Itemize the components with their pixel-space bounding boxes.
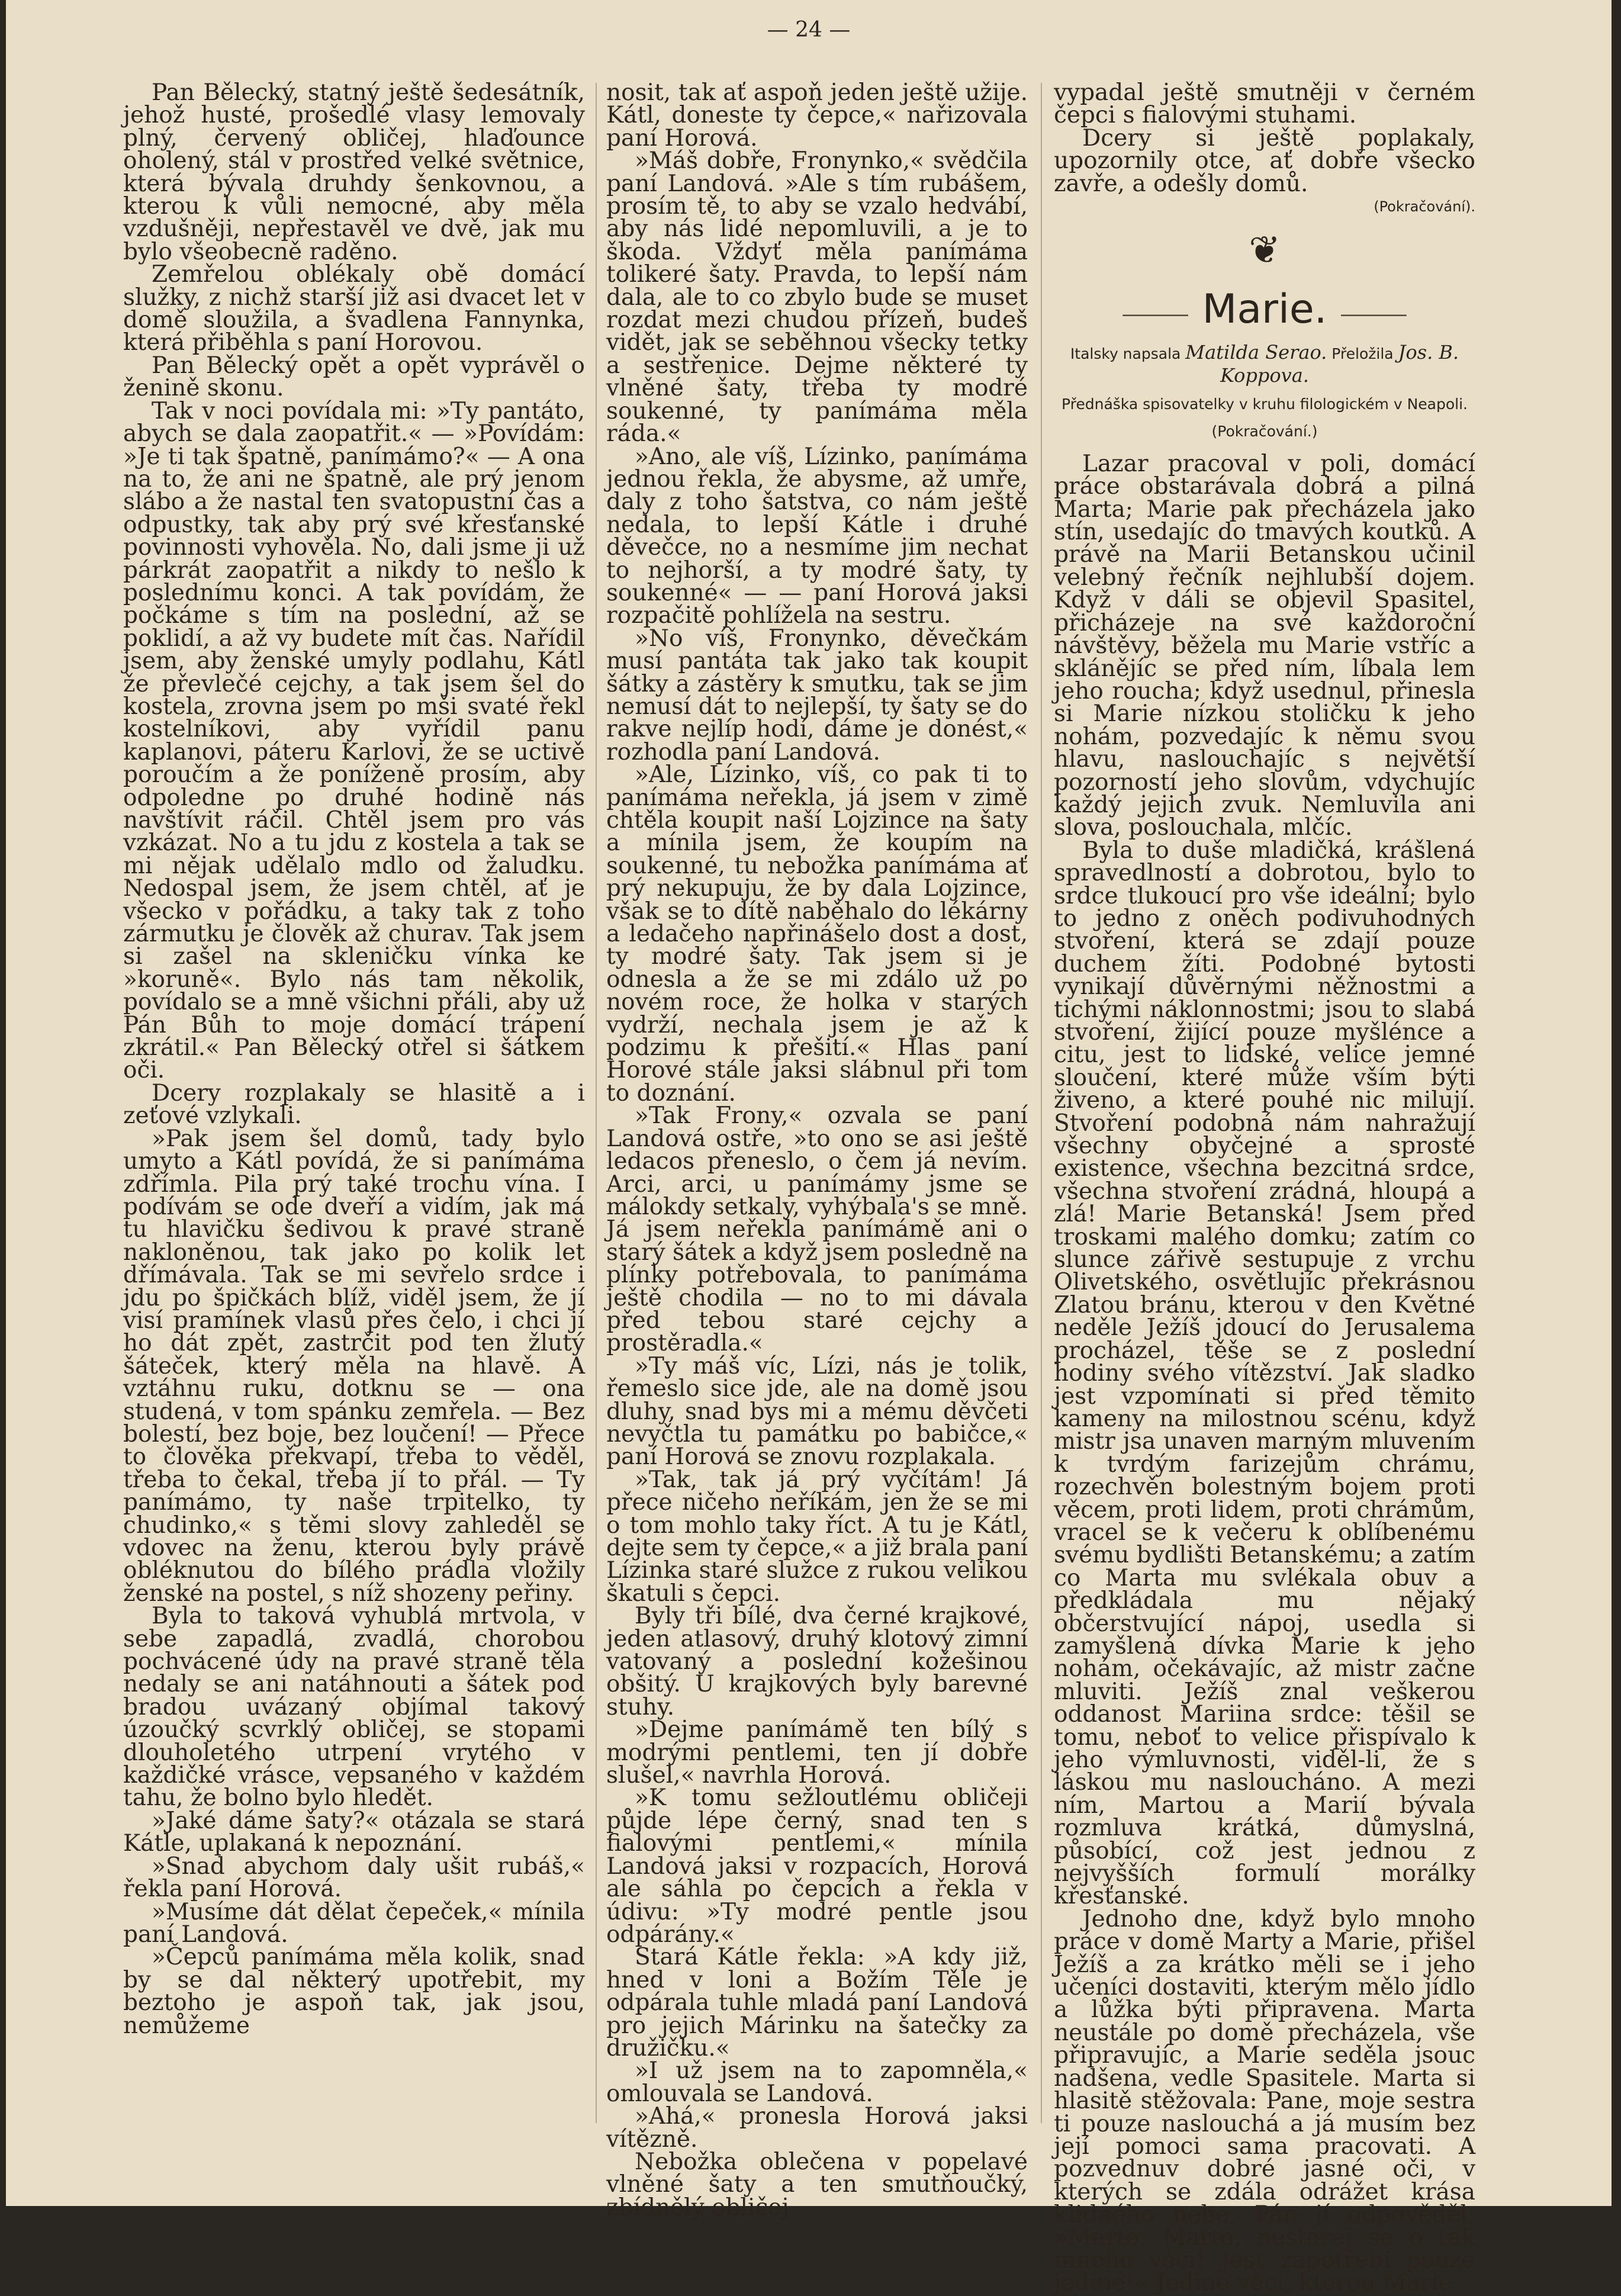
byline-prefix: Italsky napsala — [1070, 345, 1181, 362]
flourish-right-icon: ⸻ — [1339, 297, 1408, 329]
paragraph: »Jaké dáme šaty?« otázala se stará Kátle, uplakaná k nepoznání. — [123, 1807, 585, 1857]
paragraph: Byla to duše mladičká, krášlená spravedlností a dobrotou, bylo to srdce tlukoucí pro vše ideální; bylo to jedno z oněch podivuhodných stvoření, která se zdají pouze duchem žíti. Podobné bytosti vynikají důvěrnými něžnostmi a tichými náklonnostmi; jsou to slabá stvoření, žijící pouze myšlénce a citu, jest to lidské, velice jemné sloučení, které může vším býti živeno, a které pouhé nic milují. Stvoření podobná nám nahražují všechny obyčejné a sprosté existence, všechna bezcitná srdce, všechna stvoření zrádná, hloupá a zlá! Marie Betanská! Jsem před troskami malého domku; zatím co slunce zářivě sestupuje z vrchu Olivetského, osvětlujíc překrásnou Zlatou bránu, kterou v den Květné neděle Ježíš jdoucí do Jerusalema procházel, těše se z poslední hodiny svého vítězství. Jak sladko jest vzpomínati si před těmito kameny na milostnou scénu, když mistr jsa unaven marným mluvením k tvrdým farizejům chrámu, rozechvěn bolestným bojem proti věcem, proti lidem, proti chrámům, vracel se k večeru k oblíbenému svému bydlišti Betanskému; a zatím co Marta mu svlékala obuv a předkládala mu nějaký občerstvující nápoj, usedla si zamyšlená dívka Marie k jeho nohám, očekávajíc, až mistr začne mluviti. Ježíš znal veškerou oddanost Mariina srdce: těšil se tomu, neboť to velice přispívalo k jeho výmluvnosti, viděl-li, že s láskou mu nasloucháno. A mezi ním, Martou a Marií bývala rozmluva krátká, důmyslná, působící, což jest jednou z nejvyšších formulí morálky křesťanské. — [1054, 837, 1475, 1910]
paragraph: Dcery rozplakaly se hlasitě a i zeťové vzlykali. — [123, 1079, 585, 1130]
continuation-note: (Pokračování.) — [1211, 422, 1318, 440]
paragraph: Dcery si ještě poplakaly, upozornily otce, ať dobře všecko zavře, a odešly domů. — [1054, 124, 1475, 197]
paragraph: vypadal ještě smutněji v černém čepci s fialovými stuhami. — [1054, 79, 1475, 129]
paragraph: Lazar pracoval v poli, domácí práce obstarávala dobrá a pilná Marta; Marie pak přecházela jako stín, usedajíc do tmavých koutků. A právě na Marii Betanskou učinil velebný řečník nejhlubší dojem. Když v dáli se objevil Spasitel, přicházeje na své každoroční návštěvy, běžela mu Marie vstříc a sklánějíc se před ním, líbala lem jeho roucha; když usednul, přinesla si Marie nízkou stoličku k jeho nohám, pozvedajíc k němu svou hlavu, naslouchajíc s největší pozorností jeho slovům, vdychujíc každý jejich zvuk. Nemluvila ani slova, poslouchala, mlčíc. — [1054, 450, 1475, 841]
paragraph: Nebožka oblečena v popelavé vlněné šaty a ten smutňoučký, zbídnělý obličej — [606, 2148, 1028, 2221]
flourish-left-icon: ⸻ — [1121, 297, 1190, 329]
column-divider — [1041, 83, 1042, 2123]
paragraph: Tak v noci povídala mi: »Ty pantáto, abych se dala zaopatřit.« — »Povídám: »Je ti tak špatně, panímámo?« — A ona na to, že ani ne špatně, ale prý jenom slábo a že nastal ten svatopustní čas a odpustky, tak aby prý své křesťanské povinnosti vyhověla. No, dali jsme ji už párkrát zaopatřit a nikdy to nešlo k poslednímu konci. A tak povídám, že počkáme s tím na poslední, až se poklidí, a až vy budete mít čas. Nařídil jsem, aby ženské umyly podlahu, Kátl že převlečé cejchy, a tak jsem šel do kostela, zrovna jsem po mši svaté řekl kostelníkovi, aby vyřídil panu kaplanovi, páteru Karlovi, že se uctivě poroučím a že poníženě prosím, aby odpoledne po druhé hodině nás navštívit ráčil. Chtěl jsem pro vás vzkázat. No a tu jdu z kostela a tak se mi nějak udělalo mdlo od žaludku. Nedospal jsem, že jsem chtěl, ať je všecko v pořádku, a taky tak z toho zármutku je člověk až churav. Tak jsem si zašel na skleničku vínka ke »koruně«. Bylo nás tam několik, povídalo se a mně všichni přáli, aby už Pán Bůh to moje domácí trápení zkrátil.« Pan Bělecký otřel si šátkem oči. — [123, 397, 585, 1084]
paragraph: »Ty máš víc, Lízi, nás je tolik, řemeslo sice jde, ale na domě jsou dluhy, snad bys mi a mému děvčeti nevyčtla tu památku po babičce,« paní Horová se znovu rozplakala. — [606, 1352, 1028, 1471]
byline — [1054, 342, 1475, 388]
page-number: — 24 — — [767, 18, 851, 42]
article-title: Marie. — [1202, 285, 1327, 333]
paragraph: »Pak jsem šel domů, tady bylo umyto a Kátl povídá, že si panímáma zdřímla. Pila prý také trochu vína. I podívám se ode dveří a vidím, jak má tu hlavičku šedivou k pravé straně nakloněnou, tak jako po kolik let dřímávala. Tak se mi sevřelo srdce i jdu po špičkách blíž, viděl jsem, že jí visí pramínek vlasů přes čelo, i chci jí ho dát zpět, zastrčit pod ten žlutý šáteček, který měla na hlavě. A vztáhnu ruku, dotknu se — ona studená, v tom spánku zemřela. — Bez bolestí, bez boje, bez loučení! — Přece to člověka překvapí, třeba to věděl, třeba to čekal, třeba jí to přál. — Ty panímámo, ty naše trpitelko, ty chudinko,« s těmi slovy zahleděl se vdovec na ženu, kterou byly právě obléknutou do bílého prádla vložily ženské na postel, s níž shozeny peřiny. — [123, 1125, 585, 1607]
paragraph: Zemřelou oblékaly obě domácí služky, z nichž starší již asi dvacet let v domě sloužila, a švadlena Fannynka, která přiběhla s paní Horovou. — [123, 261, 585, 356]
paragraph: »Snad abychom daly ušit rubáš,« řekla paní Horová. — [123, 1853, 585, 1903]
paragraph: Stará Kátle řekla: »A kdy již, hned v loni a Božím Těle je odpárala tuhle mladá paní Landová pro jejich Márinku na šatečky za družičku.« — [606, 1944, 1028, 2062]
article-heading — [1054, 286, 1475, 337]
newspaper-page — [6, 0, 1612, 2296]
column-middle — [606, 79, 1028, 2221]
paragraph: »Ano, ale víš, Lízinko, panímáma jednou řekla, že abysme, až umře, daly z toho šatstva, co nám ještě nedala, to lepší Kátle i druhé děvečce, no a nesmíme jim nechat to nejhorší, a ty modré šaty, ty soukenné« — — paní Horová jaksi rozpačitě pohlížela na sestru. — [606, 443, 1028, 629]
paragraph: »Máš dobře, Fronynko,« svědčila paní Landová. »Ale s tím rubášem, prosím tě, to aby se vzalo hedvábí, aby nás lidé nepomluvili, a je to škoda. Vždyť měla panímáma tolikeré šaty. Pravda, to lepší nám dala, ale to co zbylo bude se muset rozdat mezi chudou přízeň, budeš vidět, jak se seběhnou všecky tetky a sestřenice. Dejme některé ty vlněné šaty, třeba ty modré soukenné, ty panímáma měla ráda.« — [606, 147, 1028, 448]
paragraph: »No víš, Fronynko, děvečkám musí pantáta tak jako tak koupit šátky a zástěry k smutku, tak se jim nemusí dát to nejlepší, ty šaty se do rakve nejlíp hodí, dáme je donést,« rozhodla paní Landová. — [606, 625, 1028, 766]
continuation-note: (Pokračování). — [1374, 198, 1475, 216]
paragraph: »K tomu sežloutlému obličeji půjde lépe černý, snad ten s fialovými pentlemi,« mínila Landová jaksi v rozpacích, Horová ale sáhla po čepcích a řekla v údivu: »Ty modré pentle jsou odpárány.« — [606, 1784, 1028, 1948]
paragraph: Pan Bělecký, statný ještě šedesátník, jehož husté, prošedlé vlasy lemovaly plný, červený obličej, hlaďounce oholený, stál v prostřed velké světnice, která bývala druhdy šenkovnou, a kterou k vůli nemocné, aby měla vzdušněji, nepřestavěl ve dvě, jak mu bylo všeobecně raděno. — [123, 79, 585, 265]
column-right — [1054, 79, 1475, 2296]
byline-translated-by: Přeložila — [1331, 345, 1394, 362]
paragraph: »Ale, Lízinko, víš, co pak ti to panímáma neřekla, já jsem v zimě chtěla koupit naší Lojzince na šaty a mínila jsem, že koupím na soukenné, tu nebožka panímáma ať prý nekupuju, že by dala Lojzince, však se to dítě naběhalo do lékárny a ledačeho napřinášelo dost a dost, ty modré šaty. Tak jsem si je odnesla a že se mi zdálo už po novém roce, že holka v starých vydrží, nechala jsem je až k podzimu k přešití.« Hlas paní Horové stále jaksi slábnul při tom to doznání. — [606, 761, 1028, 1107]
lecture-note: Přednáška spisovatelky v kruhu filologickém v Neapoli. — [1061, 395, 1468, 413]
paragraph: »I už jsem na to zapomněla,« omlouvala se Landová. — [606, 2057, 1028, 2107]
paragraph: »Musíme dát dělat čepeček,« mínila paní Landová. — [123, 1898, 585, 1948]
paragraph: »Tak Frony,« ozvala se paní Landová ostře, »to ono se asi ještě ledacos přeneslo, o čem já nevím. Arci, arci, u panímámy jsme se málokdy setkaly, vyhýbala's se mně. Já jsem neřekla panímámě ani o starý šátek a když jsem posledně na plínky potřebovala, to panímáma ještě chodila — no to mi dávala před tebou staré cejchy a prostěradla.« — [606, 1102, 1028, 1357]
ornament-icon: ❦ — [1249, 229, 1281, 273]
paragraph: nosit, tak ať aspoň jeden ještě užije. Kátl, doneste ty čepce,« nařizovala paní Horová. — [606, 79, 1028, 152]
paragraph: Byla to taková vyhublá mrtvola, v sebe zapadlá, zvadlá, chorobou pochvácené údy na pravé straně těla nedaly se ani natáhnouti a šátek pod bradou uvázaný objímal takový úzoučký scvrklý obličej, se stopami dlouholetého utrpení vrytého v každičké vrásce, vepsaného v každém tahu, že bolno bylo hledět. — [123, 1603, 585, 1812]
paragraph: »Tak, tak já prý vyčítám! Já přece ničeho neříkám, jen že se mi o tom mohlo taky říct. A tu je Kátl, dejte sem ty čepce,« a již brala paní Lízinka staré služce z rukou velikou škatuli s čepci. — [606, 1466, 1028, 1607]
paragraph: »Dejme panímámě ten bílý s modrými pentlemi, ten jí dobře slušel,« navrhla Horová. — [606, 1716, 1028, 1789]
paragraph: Jednoho dne, když bylo mnoho práce v domě Marty a Marie, přišel Ježíš a za krátko měli se i jeho učeníci dostaviti, kterým mělo jídlo a lůžka býti připravena. Marta neustále po domě přecházela, vše připravujíc, a Marie seděla jsouc nadšena, vedle Spasitele. Marta si hlasitě stěžovala: Pane, moje sestra ti pouze naslouchá a já musím bez její pomoci sama pracovati. A pozvednuv dobré jasné oči, v kterých se zdála odrážet krása klidného nebe, Pán jí odpověděl: »Marto, Marto, nestarej se o tak mnoho věcí! Jest zapotřebí pouze jediné!« Jediné věci, kterou Marie — [1054, 1905, 1475, 2296]
paragraph: Byly tři bílé, dva černé krajkové, jeden atlasový, druhý klotový zimní vatovaný a poslední kožešinou obšitý. U krajkových byly barevné stuhy. — [606, 1603, 1028, 1721]
paragraph: »Čepců panímáma měla kolik, snad by se dal některý upotřebit, my beztoho je aspoň tak, jak jsou, nemůžeme — [123, 1944, 585, 2039]
byline-translator: Jos. B. Koppova. — [1220, 340, 1459, 387]
byline-author: Matilda Serao. — [1185, 340, 1327, 364]
column-divider — [596, 83, 597, 2123]
column-left — [123, 79, 585, 2135]
paragraph: Pan Bělecký opět a opět vyprávěl o ženině skonu. — [123, 352, 585, 402]
paragraph: »Ahá,« pronesla Horová jaksi vítězně. — [606, 2103, 1028, 2153]
